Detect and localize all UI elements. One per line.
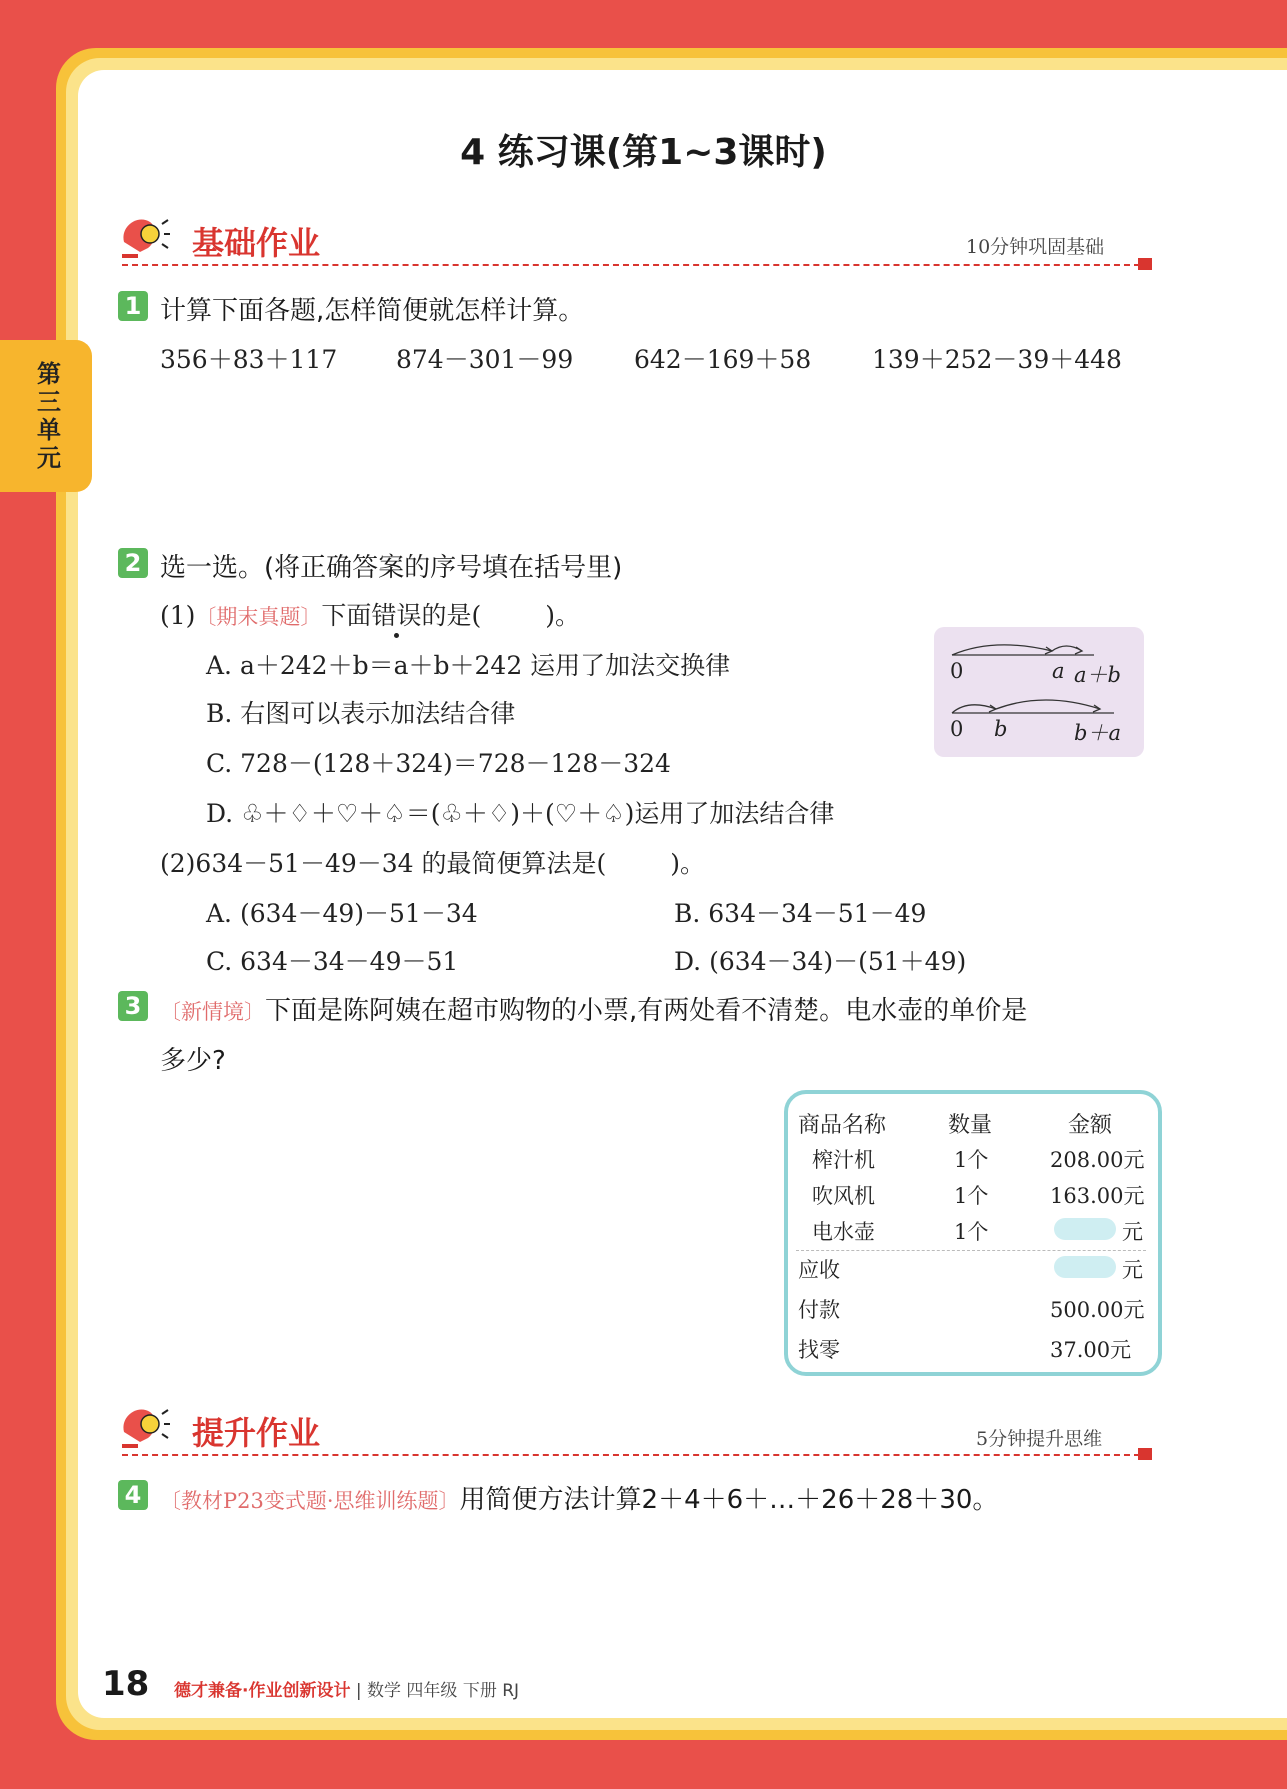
receipt-row2-qty: 1个: [954, 1184, 989, 1208]
diagram-row1-zero: 0: [950, 659, 964, 683]
q1-expression-4: 139＋252－39＋448: [872, 345, 1122, 374]
diagram-row2-b-plus-a: b＋a: [1074, 721, 1121, 745]
question-3-tag: 〔新情境〕: [160, 1000, 265, 1024]
q2-part1-tag: 〔期末真题〕: [195, 605, 322, 629]
q2-part1-stem: [160, 596, 580, 632]
diagram-row1-a-plus-b: a＋b: [1074, 663, 1121, 687]
receipt-header-amount: 金额: [1068, 1113, 1113, 1138]
section-divider-end: [1138, 1448, 1152, 1460]
q2-option-c: [206, 744, 671, 780]
page-title: 4 练习课(第1~3课时): [460, 132, 827, 173]
q2-part2-text-end: )。: [670, 849, 706, 878]
question-3-text-line2: 多少?: [160, 1046, 226, 1076]
receipt-paid-amount: 500.00元: [1050, 1298, 1145, 1322]
receipt-due-label: 应收: [798, 1258, 840, 1282]
receipt-divider: [796, 1250, 1146, 1251]
receipt-row3-name: 电水壶: [812, 1220, 875, 1244]
lightbulb-icon: [118, 212, 170, 262]
receipt-due-amount: 元: [1122, 1258, 1143, 1282]
section-title-advanced: 提升作业: [192, 1414, 321, 1452]
footer-info: [174, 1676, 519, 1701]
receipt-row3-qty: 1个: [954, 1220, 989, 1244]
receipt-change-amount: 37.00元: [1050, 1338, 1132, 1362]
shopping-receipt: [784, 1090, 1162, 1376]
lightbulb-icon: [118, 1402, 170, 1452]
q1-expression-1: 356＋83＋117: [160, 345, 338, 374]
q2-part2-option-c-label: C.: [206, 947, 233, 976]
section-note-basic: 10分钟巩固基础: [966, 236, 1105, 258]
section-title-basic: 基础作业: [192, 224, 321, 262]
question-1-text: 计算下面各题,怎样简便就怎样计算。: [160, 296, 585, 326]
q2-part2-text: (2)634－51－49－34 的最简便算法是(: [160, 849, 607, 878]
q2-option-a-label: A.: [206, 651, 233, 680]
receipt-row1-name: 榨汁机: [812, 1148, 875, 1172]
receipt-row1-amount: 208.00元: [1050, 1148, 1145, 1172]
question-3-line1: [160, 990, 1027, 1027]
receipt-header-name: 商品名称: [798, 1113, 887, 1138]
question-number-4: 4: [118, 1480, 148, 1510]
q2-option-b-label: B.: [206, 699, 233, 728]
question-number-3: 3: [118, 991, 148, 1021]
q2-option-d-label: D.: [206, 799, 234, 828]
receipt-header-qty: 数量: [948, 1113, 993, 1138]
unit-side-tab-label: 第三单元: [37, 360, 61, 472]
receipt-paid-label: 付款: [798, 1298, 840, 1322]
receipt-row3-smudge: [1054, 1218, 1116, 1240]
footer-separator: |: [355, 1681, 362, 1701]
question-4-tag: 〔教材P23变式题·思维训练题〕: [160, 1489, 460, 1513]
q2-part1-text-b: 的是(: [421, 601, 482, 630]
q2-part2-option-a-text: (634－49)－51－34: [239, 899, 478, 928]
q2-part2-option-c-text: 634－34－49－51: [240, 947, 459, 976]
footer-book-info: 数学 四年级 下册 RJ: [367, 1681, 520, 1701]
q2-option-b-text: 右图可以表示加法结合律: [240, 699, 516, 728]
q2-part2-option-d-text: (634－34)－(51＋49): [709, 947, 967, 976]
receipt-due-smudge: [1054, 1256, 1116, 1278]
q1-expression-3: 642－169＋58: [634, 345, 812, 374]
q2-option-a: [206, 646, 730, 682]
diagram-row2-zero: 0: [950, 717, 964, 741]
q2-part2-option-d-label: D.: [674, 947, 702, 976]
diagram-row2-b: b: [994, 717, 1008, 741]
unit-side-tab: [0, 340, 92, 492]
question-4-line: [160, 1479, 998, 1516]
diagram-row1-a: a: [1052, 659, 1065, 683]
q2-option-a-text: a＋242＋b＝a＋b＋242 运用了加法交换律: [239, 651, 731, 680]
q2-part2-option-d: [674, 942, 966, 978]
q2-option-b: [206, 694, 515, 730]
q2-part1-text-a: 下面: [321, 601, 372, 630]
q2-part1-emphasis: 错误: [371, 601, 422, 630]
question-2-text: 选一选。(将正确答案的序号填在括号里): [160, 553, 623, 583]
receipt-row1-qty: 1个: [954, 1148, 989, 1172]
question-number-1: 1: [118, 291, 148, 321]
question-number-2: 2: [118, 548, 148, 578]
receipt-row2-amount: 163.00元: [1050, 1184, 1145, 1208]
receipt-row3-amount: 元: [1122, 1220, 1143, 1244]
q2-part2-option-b: [674, 894, 926, 930]
q2-option-c-label: C.: [206, 749, 233, 778]
receipt-change-label: 找零: [798, 1338, 840, 1362]
q2-option-c-text: 728－(128＋324)＝728－128－324: [240, 749, 671, 778]
receipt-row2-name: 吹风机: [812, 1184, 875, 1208]
q2-part2-option-b-text: 634－34－51－49: [708, 899, 927, 928]
section-divider-end: [1138, 258, 1152, 270]
q2-part2-option-b-label: B.: [674, 899, 701, 928]
q2-part1-text-c: )。: [545, 601, 580, 630]
q2-part2-option-a-label: A.: [206, 899, 233, 928]
q2-option-d: [206, 794, 834, 830]
q2-part2-stem: [160, 844, 705, 880]
q2-part1-prefix: (1): [160, 601, 196, 630]
addition-number-line-diagram: [934, 627, 1144, 757]
section-divider-basic: [122, 264, 1140, 266]
q2-option-d-text: ♧＋♢＋♡＋♤＝(♧＋♢)＋(♡＋♤)运用了加法结合律: [241, 799, 835, 828]
q2-part2-option-a: [206, 894, 478, 930]
section-divider-advanced: [122, 1454, 1140, 1456]
q1-expression-2: 874－301－99: [396, 345, 574, 374]
question-4-text: 用简便方法计算2＋4＋6＋…＋26＋28＋30。: [459, 1485, 999, 1515]
q2-part2-option-c: [206, 942, 458, 978]
section-note-advanced: 5分钟提升思维: [976, 1428, 1103, 1450]
footer-brand: 德才兼备·作业创新设计: [174, 1681, 351, 1701]
question-3-text-line1: 下面是陈阿姨在超市购物的小票,有两处看不清楚。电水壶的单价是: [265, 996, 1028, 1026]
page-number: 18: [102, 1664, 150, 1704]
